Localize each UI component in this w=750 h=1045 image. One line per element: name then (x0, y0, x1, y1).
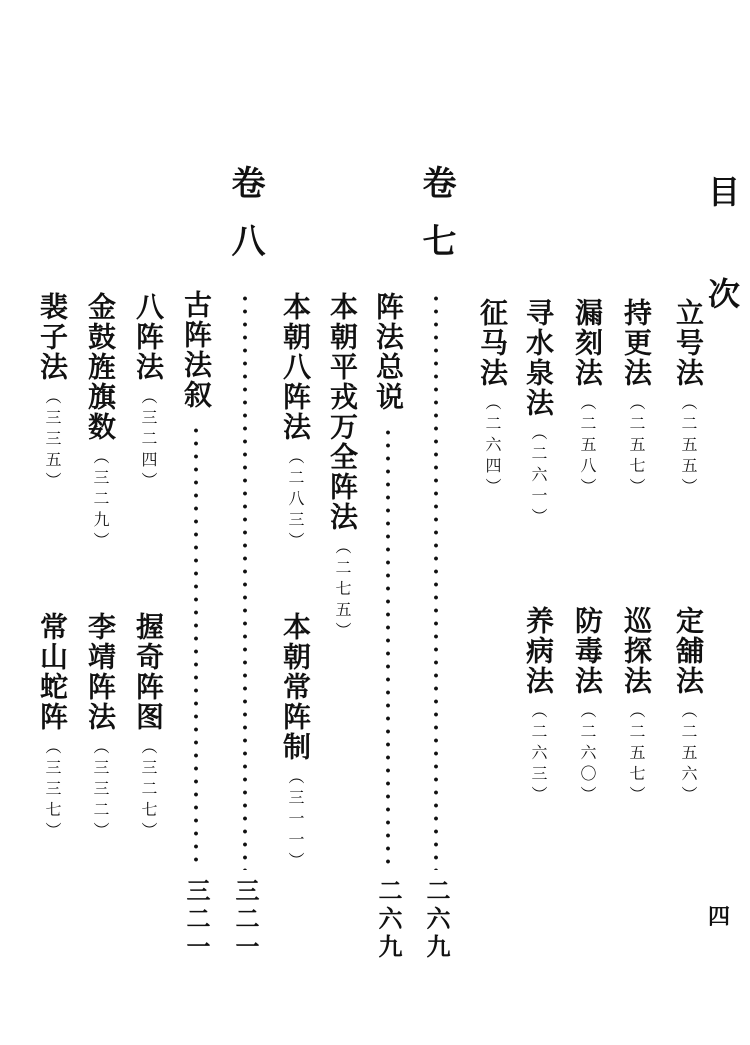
entry-title: 金鼓旌旗数 (84, 292, 117, 442)
entry-page: 二六九 (374, 878, 403, 962)
entry-title: 李靖阵法 (84, 612, 117, 732)
toc-entry (570, 298, 604, 499)
toc-entry (619, 606, 653, 807)
toc-entry (521, 298, 555, 529)
toc-entry (179, 290, 213, 410)
entry-title: 阵法总说 (372, 292, 405, 412)
toc-entry (671, 606, 705, 807)
entry-page: （三二四） (139, 388, 158, 493)
entry-title: 征马法 (476, 298, 509, 388)
entry-page: 三二一 (182, 878, 211, 962)
entry-page: （二六三） (529, 702, 548, 807)
entry-title: 持更法 (620, 298, 653, 388)
entry-page: （二五五） (679, 394, 698, 499)
entry-title: 裴子法 (36, 292, 69, 382)
dot-leader (241, 292, 249, 870)
entry-page: （二五六） (679, 702, 698, 807)
entry-title: 养病法 (522, 606, 555, 696)
entry-page: （二六一） (529, 424, 548, 529)
toc-entry (671, 298, 705, 499)
entry-page: （三二七） (139, 738, 158, 843)
entry-title: 本朝八阵法 (279, 292, 312, 442)
entry-page: （二五七） (627, 702, 646, 807)
volume-page: 三二一 (231, 878, 260, 962)
entry-title: 防毒法 (571, 606, 604, 696)
entry-title: 立号法 (672, 298, 705, 388)
volume-heading: 卷七 (416, 165, 456, 281)
entry-page: （二五七） (627, 394, 646, 499)
entry-title: 定舖法 (672, 606, 705, 696)
toc-entry (131, 612, 165, 843)
entry-page: （三三五） (43, 388, 62, 493)
toc-entry (278, 612, 312, 873)
toc-entry (619, 298, 653, 499)
toc-entry (83, 612, 117, 843)
dot-leader (192, 424, 200, 870)
entry-title: 本朝常阵制 (279, 612, 312, 762)
toc-entry (475, 298, 509, 499)
toc-entry (325, 292, 359, 643)
entry-page: （二八三） (286, 448, 305, 553)
entry-page: （二六〇） (578, 702, 597, 807)
entry-title: 寻水泉法 (522, 298, 555, 418)
entry-page: （二五八） (578, 394, 597, 499)
entry-title: 八阵法 (132, 292, 165, 382)
entry-page: （二七五） (333, 538, 352, 643)
toc-entry (278, 292, 312, 553)
entry-page: （三三七） (43, 738, 62, 843)
entry-title: 巡探法 (620, 606, 653, 696)
entry-title: 本朝平戎万全阵法 (326, 292, 359, 532)
dot-leader (384, 426, 392, 870)
entry-page: （三三二） (91, 738, 110, 843)
dot-leader (432, 292, 440, 870)
toc-entry (131, 292, 165, 493)
entry-page: （三一一） (286, 768, 305, 873)
entry-title: 古阵法叙 (180, 290, 213, 410)
toc-entry (570, 606, 604, 807)
toc-entry (35, 292, 69, 493)
entry-page: （三二九） (91, 448, 110, 553)
toc-entry (35, 612, 69, 843)
entry-title: 常山蛇阵 (36, 612, 69, 732)
toc-entry (83, 292, 117, 553)
volume-heading: 卷八 (225, 165, 265, 281)
entry-title: 漏刻法 (571, 298, 604, 388)
page-title: 目次 (703, 175, 741, 379)
toc-entry (371, 292, 405, 412)
volume-page: 二六九 (422, 878, 451, 962)
toc-entry (521, 606, 555, 807)
entry-page: （二六四） (483, 394, 502, 499)
page-number: 四 (708, 904, 731, 930)
entry-title: 握奇阵图 (132, 612, 165, 732)
